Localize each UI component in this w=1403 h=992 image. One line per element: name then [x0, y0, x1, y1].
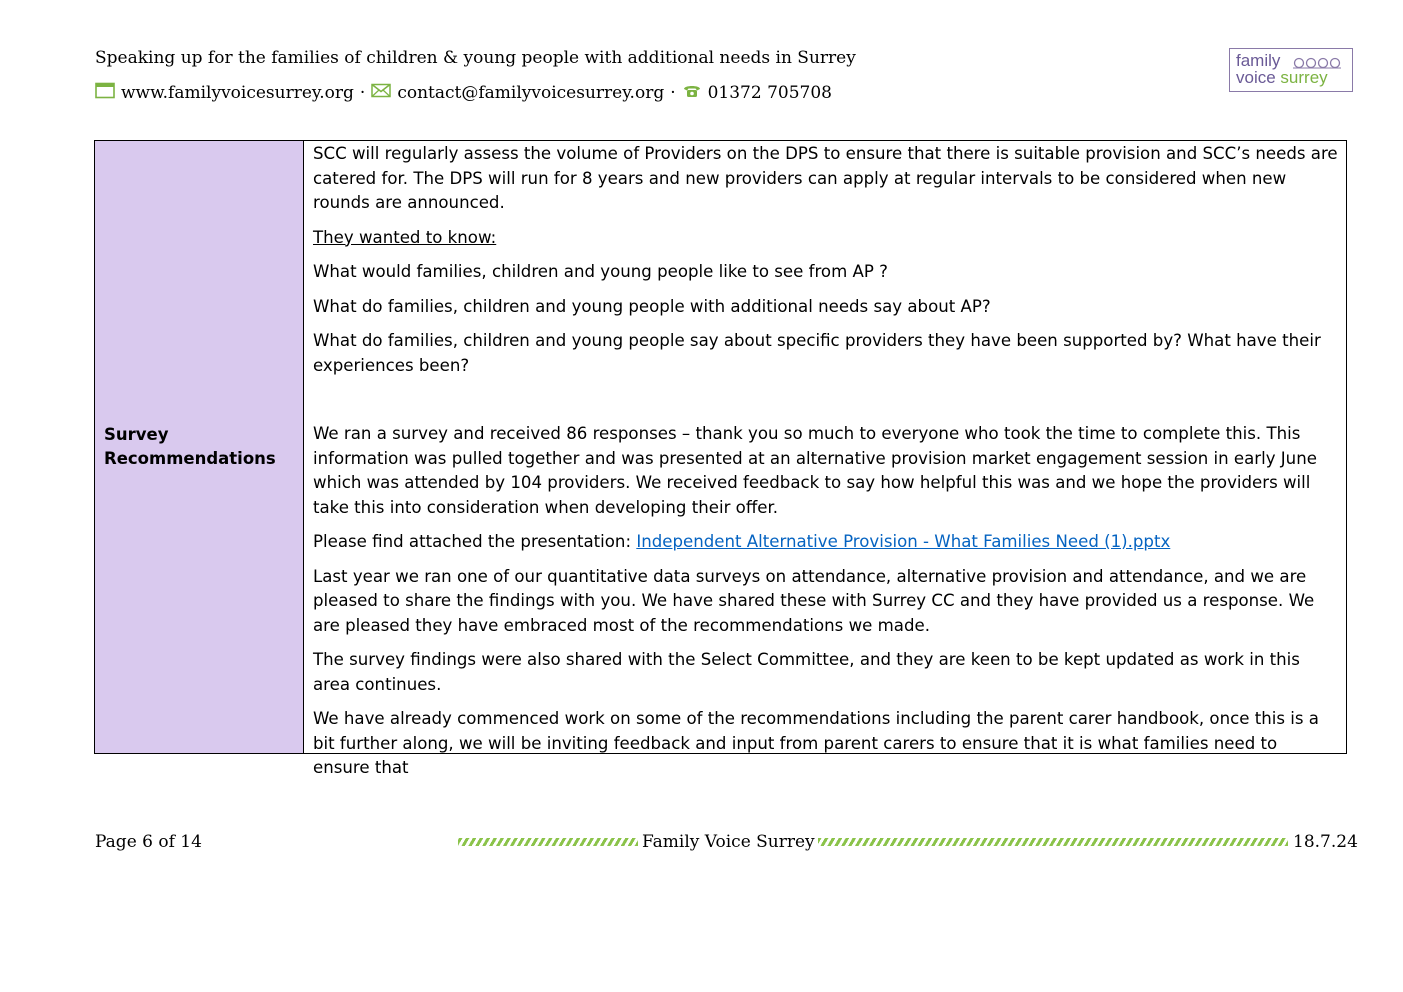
question-2: What do families, children and young people with additional needs say about AP?: [313, 296, 991, 316]
row-label: [95, 423, 303, 471]
paragraph-select-committee: The survey findings were also shared with the Select Committee, and they are keen to be kept updated as work in this area continues.: [313, 650, 1300, 694]
question-1: What would families, children and young people like to see from AP ?: [313, 262, 888, 281]
telephone-icon: [682, 83, 702, 103]
they-wanted-heading: They wanted to know:: [313, 227, 497, 247]
row-label-cell: [95, 141, 304, 754]
row-body: [304, 141, 1346, 777]
attachment-prefix: Please find attached the presentation:: [313, 532, 637, 551]
table-row: [95, 141, 1347, 754]
logo-text-voice: voice: [1236, 68, 1276, 87]
paragraph-survey: We ran a survey and received 86 responses – thank you so much to everyone who took the time to complete this. This information was pulled together and was presented at an alternative provision market engagement session in early June which was attended by 104 providers. We received feedback to say how helpful this was and we hope the providers will take this into consideration when developing their offer.: [313, 424, 1317, 517]
paragraph-last-year: Last year we ran one of our quantitative data surveys on attendance, alternative provision and attendance, and we are pleased to share the findings with you. We have shared these with Surrey CC and they have provided us a response. We are pleased they have embraced most of the recommendations we made.: [313, 566, 1315, 635]
paragraph-attachment: [313, 530, 1338, 555]
paragraph-handbook: We have already commenced work on some of the recommendations including the parent carer handbook, once this is a bit further along, we will be inviting feedback and input from parent carers to ensure that it is what families need to ensure that: [313, 709, 1319, 777]
footer-stripe-right: [818, 838, 1288, 846]
website-link[interactable]: www.familyvoicesurrey.org: [121, 83, 354, 103]
spacer: [313, 388, 1338, 422]
content-table: [94, 140, 1347, 777]
separator: ·: [670, 83, 676, 103]
presentation-link[interactable]: Independent Alternative Provision - What Families Need (1).pptx: [636, 532, 1171, 551]
phone-number: 01372 705708: [707, 83, 832, 103]
separator: ·: [359, 83, 366, 103]
family-voice-surrey-logo: [1229, 48, 1353, 92]
footer-org-name: Family Voice Surrey: [642, 832, 815, 852]
footer-stripe-left: [458, 838, 638, 846]
row-body-cell: [304, 141, 1347, 777]
envelope-icon: [371, 83, 391, 103]
email-link[interactable]: contact@familyvoicesurrey.org: [397, 83, 665, 103]
row-label-line1: Survey: [104, 425, 169, 444]
row-label-line2: Recommendations: [104, 449, 276, 468]
logo-text-voice-surrey: [1236, 68, 1328, 88]
window-icon: [95, 82, 115, 104]
logo-text-family: family: [1236, 51, 1281, 70]
question-3: What do families, children and young people say about specific providers they have been supported by? What have their experiences been?: [313, 331, 1321, 375]
header-contact: [95, 82, 832, 104]
footer-page-number: Page 6 of 14: [95, 832, 202, 852]
paragraph-dps: SCC will regularly assess the volume of Providers on the DPS to ensure that there is suitable provision and SCC’s needs are catered for. The DPS will run for 8 years and new providers can apply at regular intervals to be considered when new rounds are announced.: [313, 144, 1338, 212]
footer-date: 18.7.24: [1293, 832, 1358, 852]
header-tagline: Speaking up for the families of children & young people with additional needs in Surrey: [95, 48, 856, 68]
logo-text-surrey: surrey: [1280, 68, 1328, 87]
